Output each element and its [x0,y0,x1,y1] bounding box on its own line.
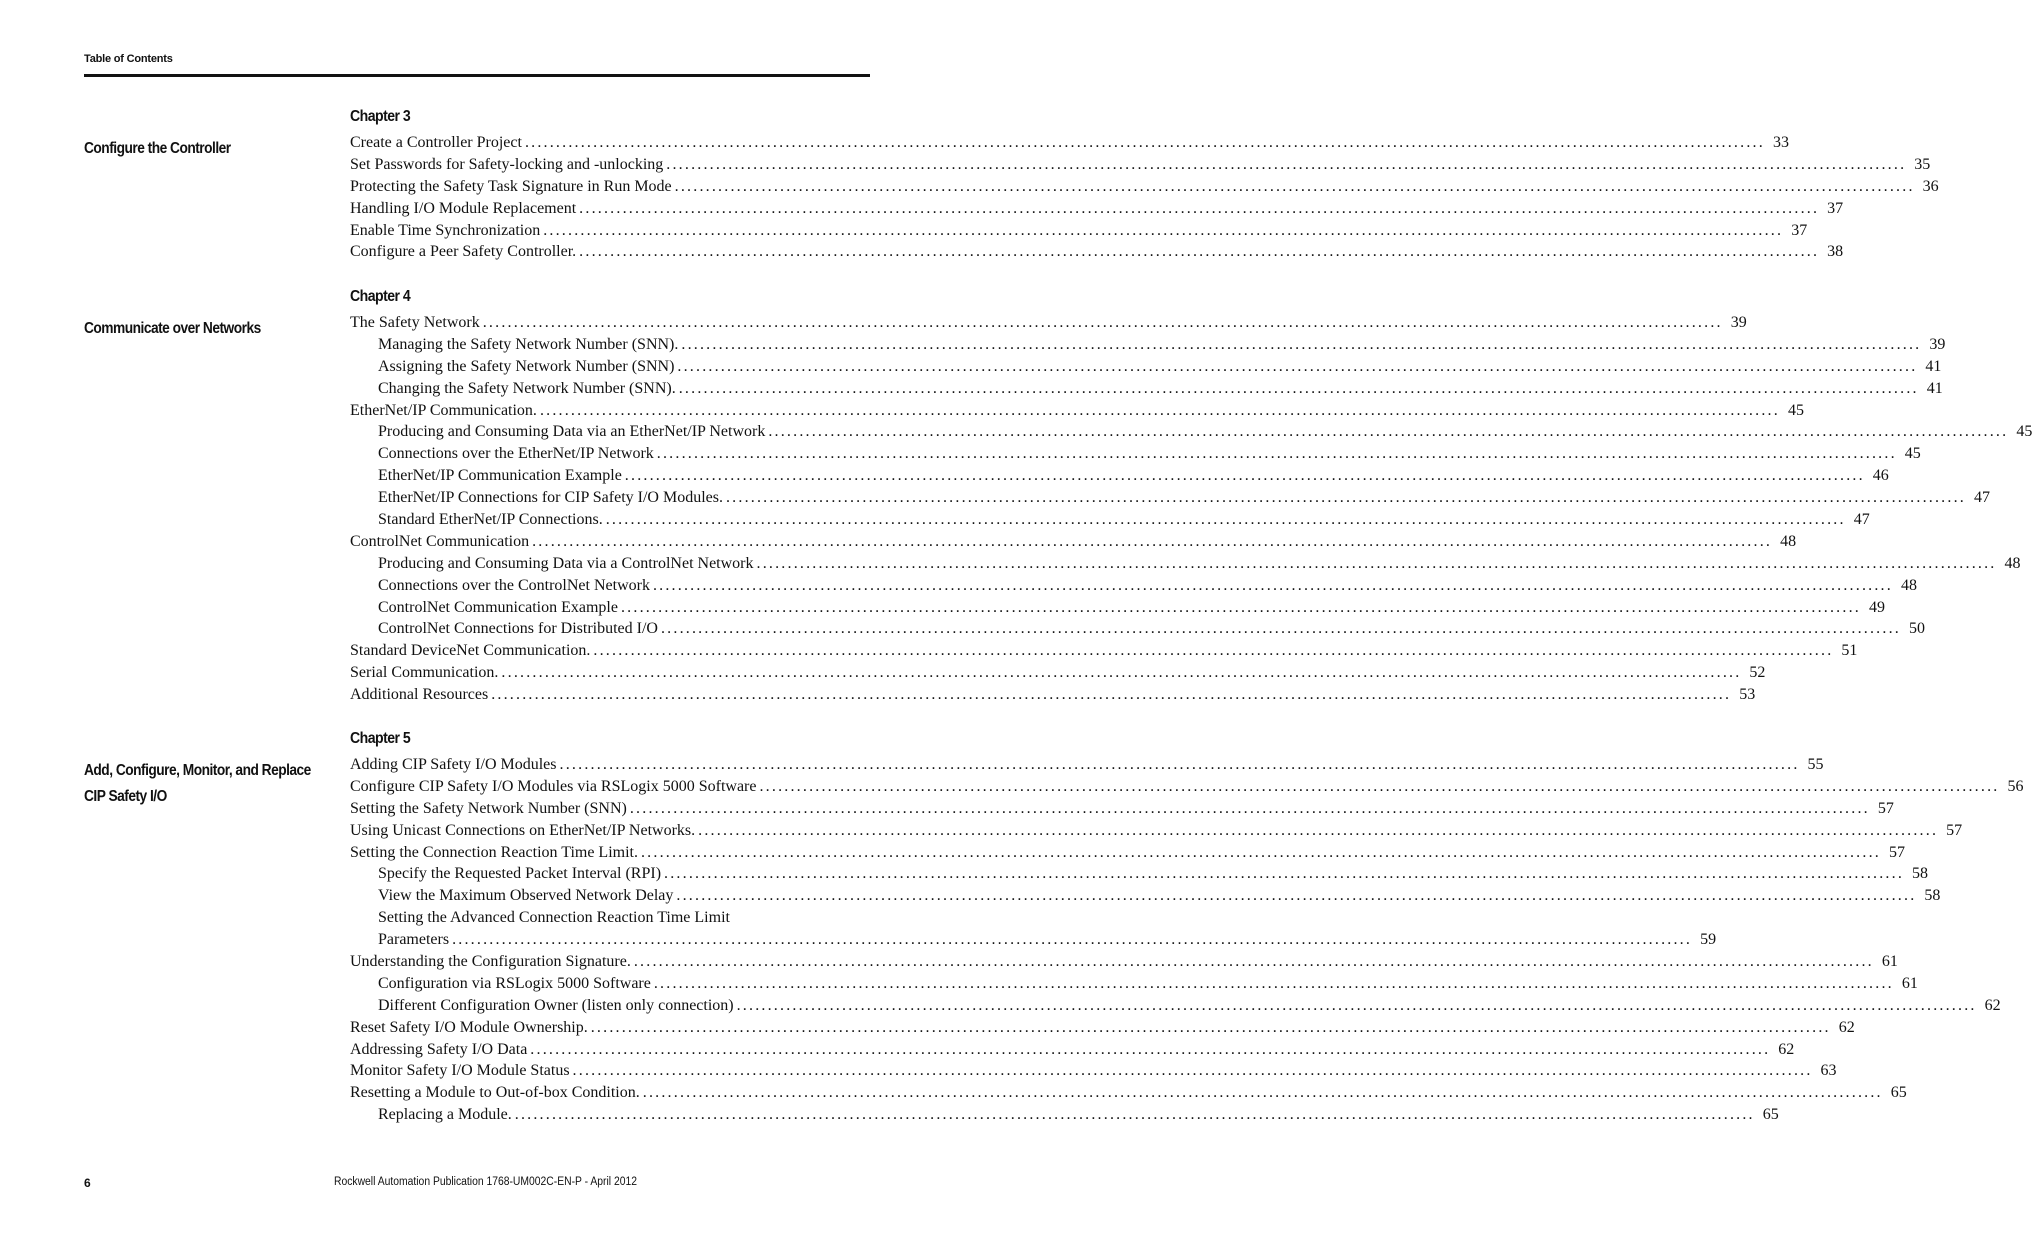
dot-leader: ........................................................................................................................................................................................................ [640,843,1881,861]
dot-leader: ........................................................................................................................................................................................................ [532,532,1773,550]
toc-entry-page: 47 [1973,489,1990,507]
toc-entry[interactable] [350,134,1789,156]
dot-leader: ........................................................................................................................................................................................................ [666,155,1907,173]
toc-entry-text: Reset Safety I/O Module Ownership. [350,1018,588,1036]
toc-entry[interactable] [350,335,1946,358]
toc-entry[interactable] [350,598,1885,621]
dot-leader: ........................................................................................................................................................................................................ [501,664,1742,682]
toc-entry-text: Set Passwords for Safety-locking and -unlocking [350,155,664,173]
toc-entry-text: EtherNet/IP Connections for CIP Safety I/O Modules. [378,489,723,507]
toc-entry-text: Handling I/O Module Replacement [350,199,577,217]
dot-leader: ........................................................................................................................................................................................................ [652,576,1893,594]
toc-entry[interactable] [350,1062,1837,1084]
toc-entry[interactable] [350,576,1917,599]
toc-entry-page: 37 [1827,199,1844,217]
toc-entry-text: Standard DeviceNet Communication. [350,642,591,660]
toc-entry-text: Standard EtherNet/IP Connections. [378,511,603,529]
toc-entry[interactable] [350,155,1931,178]
toc-entry-text: Adding CIP Safety I/O Modules [350,756,557,773]
toc-entry[interactable] [350,532,1797,555]
toc-entry-page: 57 [1946,821,1963,839]
toc-entry-page: 62 [1778,1040,1795,1058]
toc-entry[interactable] [350,620,1925,642]
dot-leader: ........................................................................................................................................................................................................ [756,554,1997,572]
toc-entry-text: Using Unicast Connections on EtherNet/IP Networks. [350,821,696,839]
dot-leader: ........................................................................................................................................................................................................ [674,177,1915,195]
toc-entry-page: 46 [1872,467,1889,485]
toc-entry[interactable] [350,1018,1855,1041]
dot-leader: ........................................................................................................................................................................................................ [677,357,1918,375]
dot-leader: ........................................................................................................................................................................................................ [579,243,1820,261]
section-title [84,136,308,162]
section-title-line: CIP Safety I/O [84,788,167,805]
toc-entry[interactable] [350,1106,1779,1128]
toc-entry-page: 48 [1780,532,1797,550]
toc-entry-page: 53 [1739,686,1756,704]
toc-entry[interactable] [350,974,1918,997]
dot-leader: ........................................................................................................................................................................................................ [681,335,1922,353]
toc-entry[interactable] [350,931,1717,953]
dot-leader: ........................................................................................................................................................................................................ [530,1040,1771,1058]
toc-entry-page: 65 [1890,1084,1907,1102]
toc-entry[interactable] [350,664,1766,686]
dot-leader: ........................................................................................................................................................................................................ [524,134,1765,151]
toc-entry-text: Specify the Requested Packet Interval (RPI) [378,865,662,883]
page-number: 6 [84,1176,91,1190]
toc-entry-text: Managing the Safety Network Number (SNN). [378,335,679,353]
toc-entry-text: Understanding the Configuration Signature. [350,953,631,971]
dot-leader: ........................................................................................................................................................................................................ [452,931,1693,949]
toc-entry-text: Parameters [378,931,450,949]
toc-entry[interactable] [350,314,1747,336]
toc-entry-page: 36 [1922,177,1939,195]
toc-entry-text: Configure CIP Safety I/O Modules via RSLogix 5000 Software [350,777,757,795]
toc-entry[interactable] [350,221,1808,244]
toc-entry-page: 51 [1841,642,1858,660]
toc-entry-text: Producing and Consuming Data via an EtherNet/IP Network [378,423,766,441]
section-title-line: Communicate over Networks [84,320,261,337]
toc-entry-text: Connections over the EtherNet/IP Network [378,445,654,463]
toc-entry[interactable] [350,799,1894,822]
toc-entry[interactable] [350,423,2032,445]
toc-entry-page: 59 [1700,931,1717,949]
toc-entry-text: ControlNet Communication [350,532,530,550]
dot-leader: ........................................................................................................................................................................................................ [543,221,1784,239]
toc-entry-text: The Safety Network [350,314,480,331]
toc-entry[interactable] [350,865,1929,887]
toc-entry-page: 56 [2007,777,2024,795]
toc-entry-page: 45 [1787,401,1804,419]
toc-entry-text: View the Maximum Observed Network Delay [378,887,674,905]
dot-leader: ........................................................................................................................................................................................................ [620,598,1861,616]
toc-entry[interactable] [350,554,2021,577]
toc-entry-text: EtherNet/IP Communication Example [378,467,622,485]
toc-entry-page: 41 [1926,379,1943,397]
toc-entry[interactable] [350,511,1870,533]
dot-leader: ........................................................................................................................................................................................................ [579,199,1820,217]
toc-entry[interactable] [350,489,1990,511]
publication-info: Rockwell Automation Publication 1768-UM002C-EN-P - April 2012 [334,1176,637,1188]
dot-leader: ........................................................................................................................................................................................................ [629,799,1870,817]
toc-entry[interactable] [350,445,1921,467]
toc-entry[interactable] [350,243,1844,265]
toc-entry-text: Protecting the Safety Task Signature in Run Mode [350,177,672,195]
dot-leader: ........................................................................................................................................................................................................ [633,953,1874,971]
dot-leader: ........................................................................................................................................................................................................ [593,642,1834,660]
toc-entry-page: 63 [1820,1062,1837,1080]
toc-entry[interactable] [350,401,1804,424]
toc-entry[interactable] [350,357,1942,380]
header-rule [84,74,870,77]
chapter-label: Chapter 4 [350,288,411,305]
toc-entry-page: 50 [1908,620,1925,638]
toc-entry-page: 62 [1984,996,2001,1014]
toc-entry[interactable] [350,686,1756,708]
dot-leader: ........................................................................................................................................................................................................ [605,511,1846,529]
running-header: Table of Contents [84,53,173,65]
section-title [84,758,311,810]
toc-entry-text: Producing and Consuming Data via a ControlNet Network [378,554,754,572]
toc-entry[interactable] [350,777,2024,800]
toc-entry-text: Additional Resources [350,686,489,704]
toc-entry-text: Monitor Safety I/O Module Status [350,1062,570,1080]
toc-entry-page: 57 [1877,799,1894,817]
toc-entry-text: Different Configuration Owner (listen only connection) [378,996,734,1014]
toc-entry-list [350,756,2024,1128]
toc-entry[interactable] [350,887,1941,909]
toc-entry[interactable] [350,843,1905,866]
toc-entry-page: 33 [1772,134,1789,151]
section-title-line: Add, Configure, Monitor, and Replace [84,762,311,779]
toc-entry-text: Connections over the ControlNet Network [378,576,650,594]
toc-entry-text: Create a Controller Project [350,134,522,151]
dot-leader: ........................................................................................................................................................................................................ [590,1018,1831,1036]
dot-leader: ........................................................................................................................................................................................................ [653,974,1894,992]
dot-leader: ........................................................................................................................................................................................................ [559,756,1800,773]
toc-entry-text: Setting the Safety Network Number (SNN) [350,799,627,817]
toc-entry-text: Configure a Peer Safety Controller. [350,243,577,261]
toc-entry-page: 35 [1914,155,1931,173]
toc-entry[interactable] [350,467,1889,489]
toc-entry-text: Setting the Advanced Connection Reaction Time Limit [378,909,730,927]
dot-leader: ........................................................................................................................................................................................................ [698,821,1939,839]
toc-entry-page: 38 [1827,243,1844,261]
dot-leader: ........................................................................................................................................................................................................ [572,1062,1813,1080]
toc-entry-list [350,314,2032,708]
toc-entry-page: 57 [1888,843,1905,861]
section-title [84,316,308,342]
toc-entry-page: 48 [2004,554,2021,572]
toc-entry-list [350,134,1939,265]
toc-entry-page: 45 [2016,423,2032,441]
toc-entry-page: 62 [1838,1018,1855,1036]
dot-leader: ........................................................................................................................................................................................................ [678,379,1919,397]
toc-entry-text: Setting the Connection Reaction Time Limit. [350,843,638,861]
toc-entry-page: 37 [1791,221,1808,239]
dot-leader: ........................................................................................................................................................................................................ [482,314,1723,331]
toc-entry[interactable] [350,1040,1795,1063]
toc-entry[interactable] [350,821,1963,844]
toc-entry-page: 61 [1881,953,1898,971]
toc-entry-text: Resetting a Module to Out-of-box Condition. [350,1084,640,1102]
toc-entry[interactable] [350,953,1898,975]
toc-entry-text: EtherNet/IP Communication. [350,401,537,419]
dot-leader: ........................................................................................................................................................................................................ [759,777,2000,795]
dot-leader: ........................................................................................................................................................................................................ [736,996,1977,1014]
toc-entry[interactable] [350,642,1858,664]
toc-entry-page: 41 [1925,357,1942,375]
toc-entry-page: 39 [1730,314,1747,331]
toc-entry-page: 52 [1749,664,1766,682]
dot-leader: ........................................................................................................................................................................................................ [664,865,1905,883]
toc-entry[interactable] [350,1084,1907,1106]
chapter-label: Chapter 3 [350,108,411,125]
chapter-label: Chapter 5 [350,730,411,747]
dot-leader: ........................................................................................................................................................................................................ [676,887,1917,905]
toc-entry[interactable] [350,199,1844,222]
toc-entry-text: Enable Time Synchronization [350,221,541,239]
dot-leader: ........................................................................................................................................................................................................ [514,1106,1755,1124]
toc-entry[interactable] [350,379,1943,402]
dot-leader: ........................................................................................................................................................................................................ [539,401,1780,419]
toc-entry[interactable] [350,756,1824,778]
toc-entry-text: Configuration via RSLogix 5000 Software [378,974,651,992]
toc-entry-text: Changing the Safety Network Number (SNN). [378,379,676,397]
dot-leader: ........................................................................................................................................................................................................ [768,423,2009,441]
dot-leader: ........................................................................................................................................................................................................ [624,467,1865,485]
dot-leader: ........................................................................................................................................................................................................ [725,489,1966,507]
toc-entry-text: Serial Communication. [350,664,499,682]
toc-entry[interactable] [350,996,2001,1019]
toc-entry-text: Addressing Safety I/O Data [350,1040,528,1058]
toc-entry-text: ControlNet Connections for Distributed I/O [378,620,658,638]
toc-entry-page: 48 [1900,576,1917,594]
toc-entry-page: 49 [1868,598,1885,616]
toc-entry-page: 61 [1901,974,1918,992]
toc-entry-page: 58 [1912,865,1929,883]
dot-leader: ........................................................................................................................................................................................................ [660,620,1901,638]
toc-entry-page: 45 [1904,445,1921,463]
toc-entry-page: 65 [1762,1106,1779,1124]
toc-entry-text: Assigning the Safety Network Number (SNN) [378,357,675,375]
toc-entry-text: Replacing a Module. [378,1106,512,1124]
toc-entry[interactable] [350,177,1939,200]
dot-leader: ........................................................................................................................................................................................................ [656,445,1897,463]
toc-entry-text: ControlNet Communication Example [378,598,618,616]
dot-leader: ........................................................................................................................................................................................................ [642,1084,1883,1102]
toc-entry-page: 55 [1807,756,1824,773]
toc-entry-page: 39 [1929,335,1946,353]
dot-leader: ........................................................................................................................................................................................................ [491,686,1732,704]
toc-entry-page: 58 [1924,887,1941,905]
toc-entry[interactable] [350,909,870,931]
toc-entry-page: 47 [1853,511,1870,529]
section-title-line: Configure the Controller [84,140,231,157]
